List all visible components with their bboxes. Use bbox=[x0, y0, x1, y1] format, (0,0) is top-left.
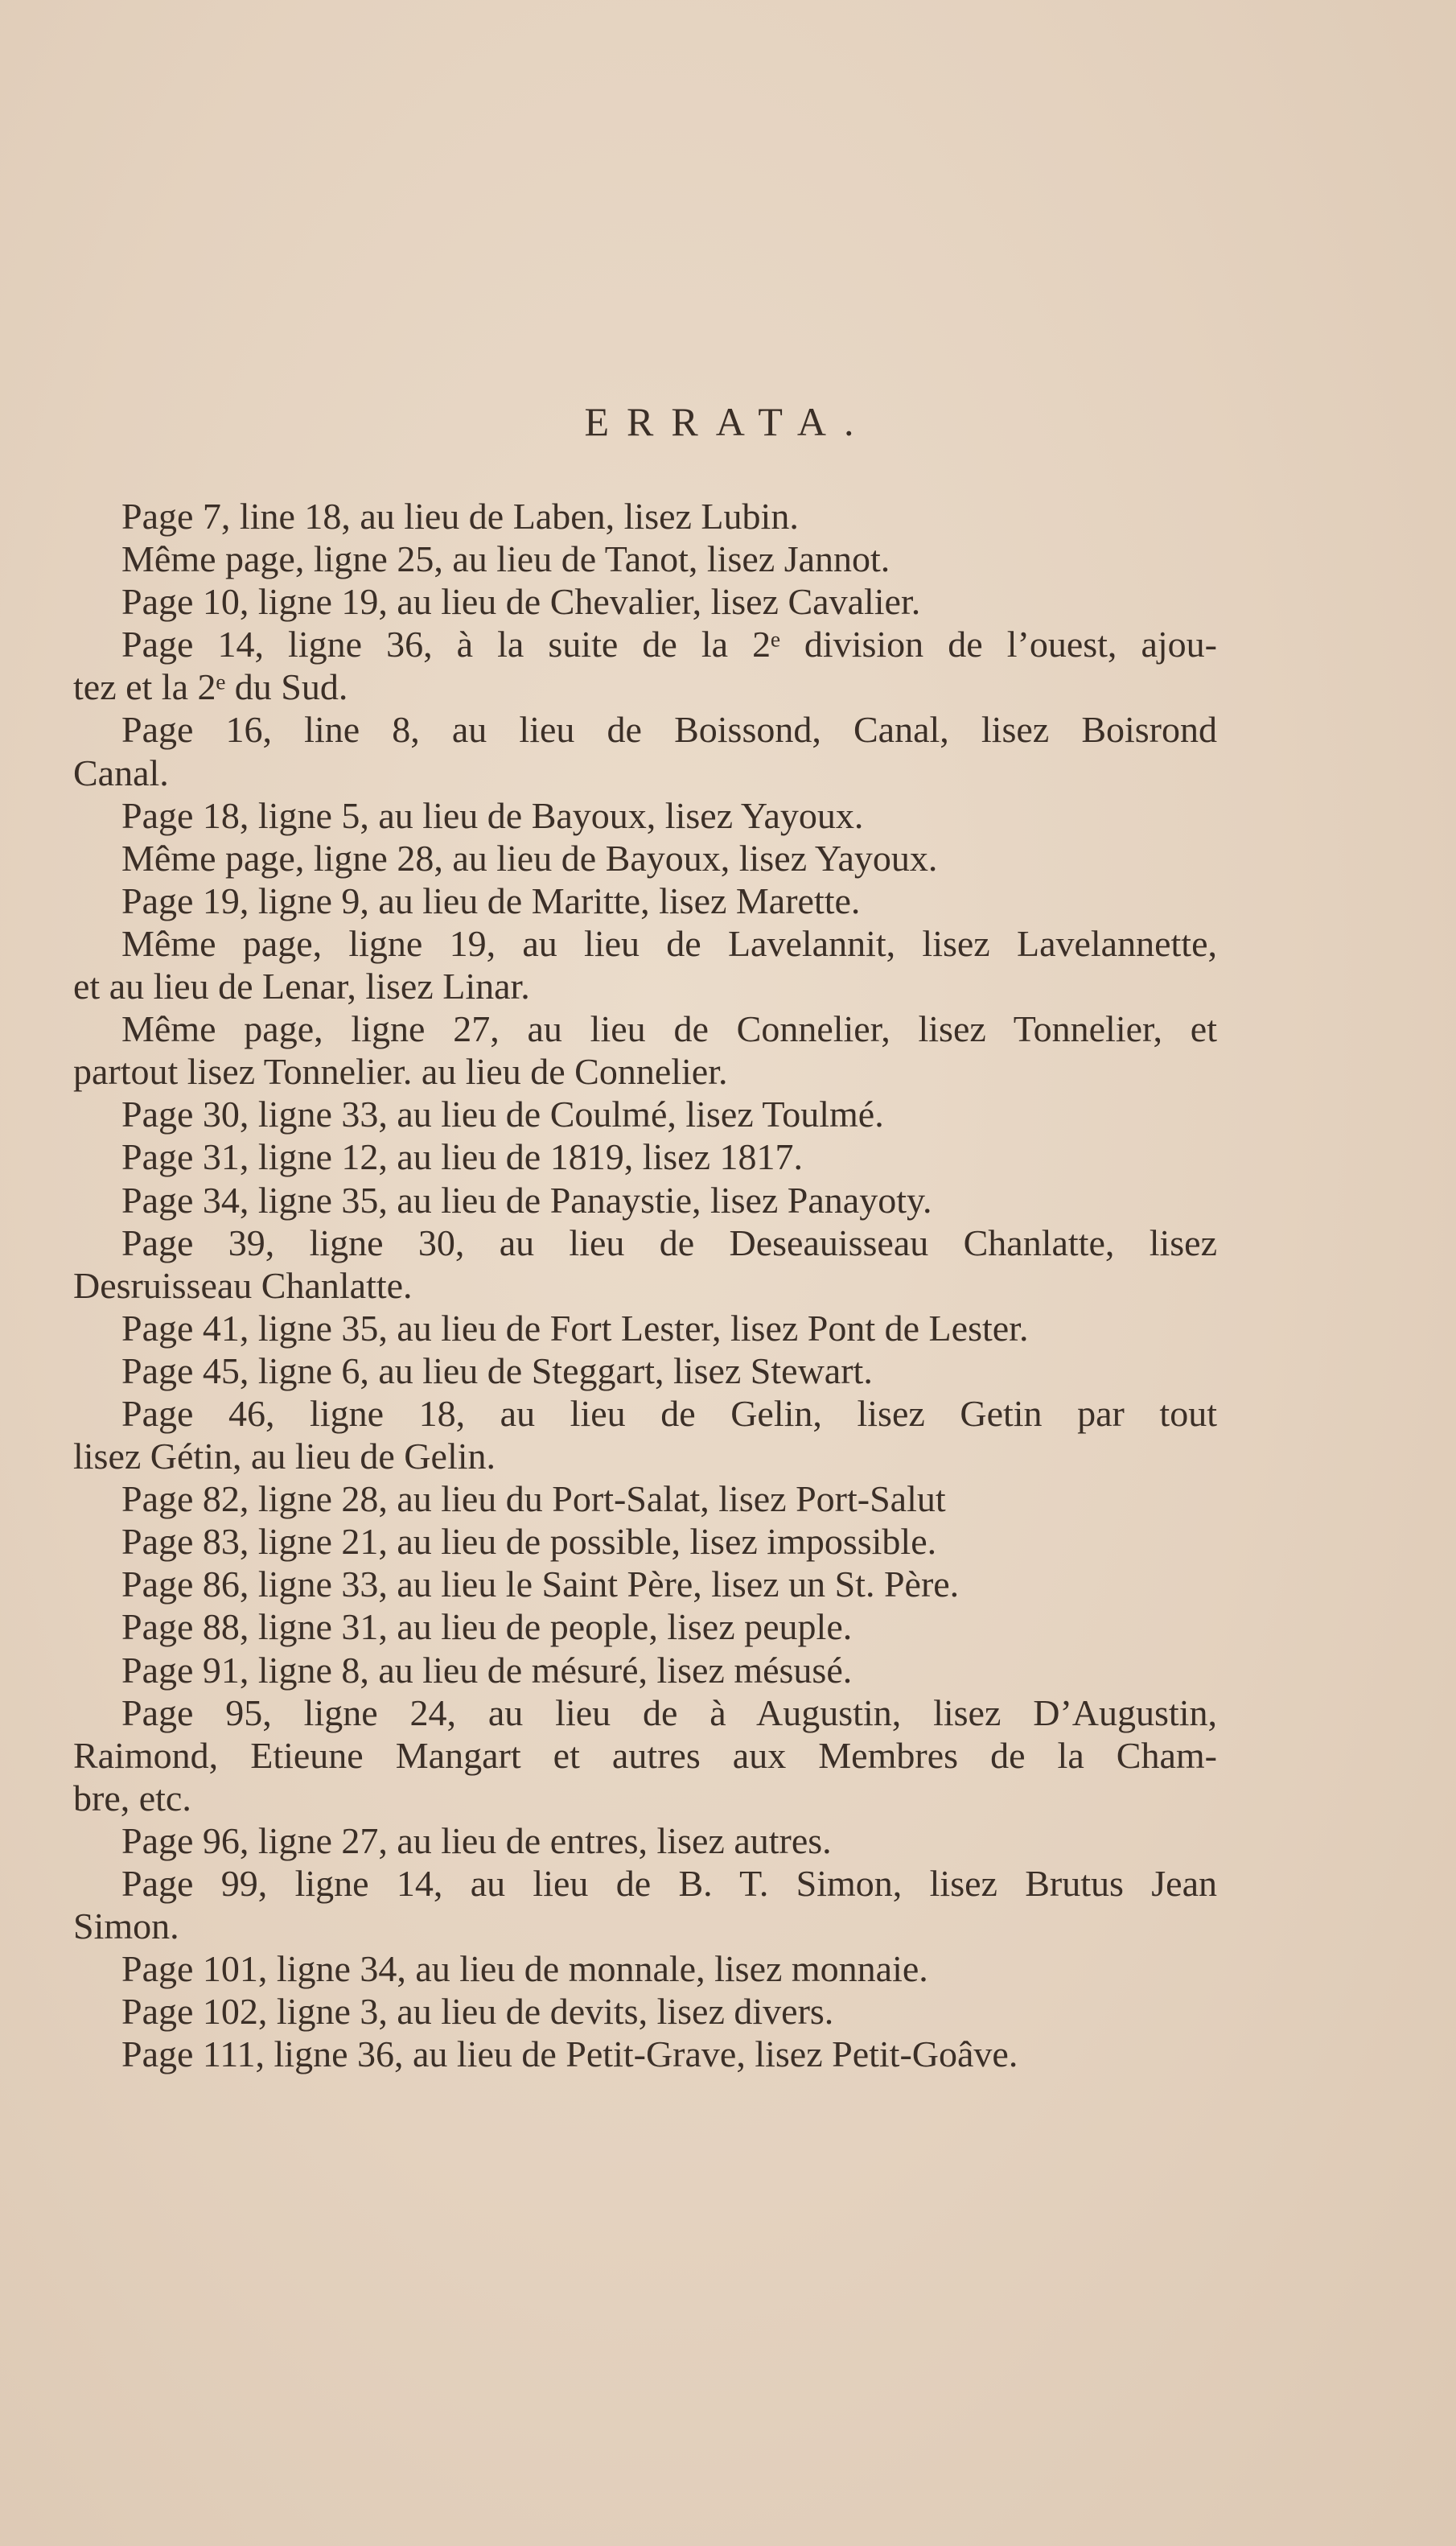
errata-line: Desruisseau Chanlatte. bbox=[73, 1264, 413, 1306]
errata-line: Page 39, ligne 30, au lieu de Deseauisseau Chanlatte, lisez bbox=[121, 1222, 1217, 1263]
errata-entry bbox=[73, 1007, 1217, 1093]
errata-entry bbox=[73, 1819, 1217, 1862]
errata-entry bbox=[73, 2033, 1217, 2075]
errata-line: Même page, ligne 19, au lieu de Lavelannit, lisez Lavelannette, bbox=[121, 922, 1217, 964]
errata-entry bbox=[73, 580, 1217, 623]
errata-line: Page 82, ligne 28, au lieu du Port-Salat, lisez Port-Salut bbox=[121, 1478, 946, 1520]
errata-line: Page 41, ligne 35, au lieu de Fort Lester, lisez Pont de Lester. bbox=[121, 1307, 1029, 1349]
errata-entry bbox=[73, 880, 1217, 922]
errata-line: partout lisez Tonnelier. au lieu de Connelier. bbox=[73, 1051, 728, 1093]
errata-entry bbox=[73, 1307, 1217, 1349]
errata-line: Page 19, ligne 9, au lieu de Maritte, lisez Marette. bbox=[121, 880, 861, 921]
errata-list bbox=[73, 495, 1217, 2075]
errata-line: Page 88, ligne 31, au lieu de people, lisez peuple. bbox=[121, 1606, 853, 1648]
errata-entry bbox=[73, 922, 1217, 1007]
errata-line: Page 31, ligne 12, au lieu de 1819, lisez 1817. bbox=[121, 1136, 804, 1178]
errata-line: Page 99, ligne 14, au lieu de B. T. Simon, lisez Brutus Jean bbox=[121, 1863, 1217, 1904]
errata-entry bbox=[73, 1179, 1217, 1222]
errata-line: Page 86, ligne 33, au lieu le Saint Père, lisez un St. Père. bbox=[121, 1563, 960, 1605]
errata-line: Page 16, line 8, au lieu de Boissond, Canal, lisez Boisrond bbox=[121, 709, 1217, 751]
errata-entry bbox=[73, 1862, 1217, 1947]
errata-entry bbox=[73, 538, 1217, 580]
errata-line: bre, etc. bbox=[73, 1777, 191, 1819]
errata-entry bbox=[73, 1135, 1217, 1178]
errata-entry bbox=[73, 708, 1217, 793]
errata-line: Page 7, line 18, au lieu de Laben, lisez Lubin. bbox=[121, 496, 799, 537]
errata-line: Même page, ligne 25, au lieu de Tanot, lisez Jannot. bbox=[121, 538, 890, 580]
errata-line: lisez Gétin, au lieu de Gelin. bbox=[73, 1436, 496, 1477]
errata-line: Page 14, ligne 36, à la suite de la 2ᵉ division de l’ouest, ajou- bbox=[121, 624, 1217, 665]
errata-entry bbox=[73, 1392, 1217, 1477]
errata-entry bbox=[73, 1691, 1217, 1819]
errata-line: Raimond, Etieune Mangart et autres aux Membres de la Cham- bbox=[73, 1734, 1217, 1776]
errata-line: Simon. bbox=[73, 1905, 179, 1947]
errata-line: Canal. bbox=[73, 752, 169, 793]
errata-entry bbox=[73, 1222, 1217, 1307]
errata-line: Page 34, ligne 35, au lieu de Panaystie, lisez Panayoty. bbox=[121, 1179, 932, 1221]
errata-line: Page 30, ligne 33, au lieu de Coulmé, lisez Toulmé. bbox=[121, 1094, 884, 1135]
errata-line: Page 45, ligne 6, au lieu de Steggart, lisez Stewart. bbox=[121, 1349, 873, 1391]
errata-entry bbox=[73, 623, 1217, 708]
errata-entry bbox=[73, 837, 1217, 880]
errata-line: Page 83, ligne 21, au lieu de possible, lisez impossible. bbox=[121, 1521, 937, 1563]
errata-entry bbox=[73, 1990, 1217, 2033]
errata-line: Même page, ligne 28, au lieu de Bayoux, lisez Yayoux. bbox=[121, 837, 938, 879]
errata-line: Page 95, ligne 24, au lieu de à Augustin, lisez D’Augustin, bbox=[121, 1691, 1217, 1733]
errata-entry bbox=[73, 1093, 1217, 1135]
errata-line: Page 46, ligne 18, au lieu de Gelin, lisez Getin par tout bbox=[121, 1392, 1217, 1434]
errata-entry bbox=[73, 1947, 1217, 1990]
errata-entry bbox=[73, 794, 1217, 837]
errata-entry bbox=[73, 1477, 1217, 1520]
errata-line: Page 96, ligne 27, au lieu de entres, lisez autres. bbox=[121, 1819, 832, 1861]
errata-entry bbox=[73, 495, 1217, 538]
errata-line: Page 111, ligne 36, au lieu de Petit-Grave, lisez Petit-Goâve. bbox=[121, 2033, 1018, 2075]
errata-line: tez et la 2ᵉ du Sud. bbox=[73, 666, 348, 708]
errata-entry bbox=[73, 1520, 1217, 1563]
errata-line: Même page, ligne 27, au lieu de Connelier, lisez Tonnelier, et bbox=[121, 1008, 1217, 1050]
errata-line: et au lieu de Lenar, lisez Linar. bbox=[73, 966, 530, 1007]
errata-line: Page 91, ligne 8, au lieu de mésuré, lisez mésusé. bbox=[121, 1649, 853, 1691]
page-title: ERRATA. bbox=[584, 399, 872, 444]
errata-line: Page 101, ligne 34, au lieu de monnale, lisez monnaie. bbox=[121, 1948, 928, 1990]
errata-line: Page 10, ligne 19, au lieu de Chevalier, lisez Cavalier. bbox=[121, 581, 921, 623]
errata-entry bbox=[73, 1605, 1217, 1648]
errata-entry bbox=[73, 1649, 1217, 1691]
errata-line: Page 102, ligne 3, au lieu de devits, lisez divers. bbox=[121, 1991, 834, 2033]
errata-entry bbox=[73, 1563, 1217, 1605]
errata-entry bbox=[73, 1349, 1217, 1392]
errata-line: Page 18, ligne 5, au lieu de Bayoux, lisez Yayoux. bbox=[121, 794, 864, 836]
